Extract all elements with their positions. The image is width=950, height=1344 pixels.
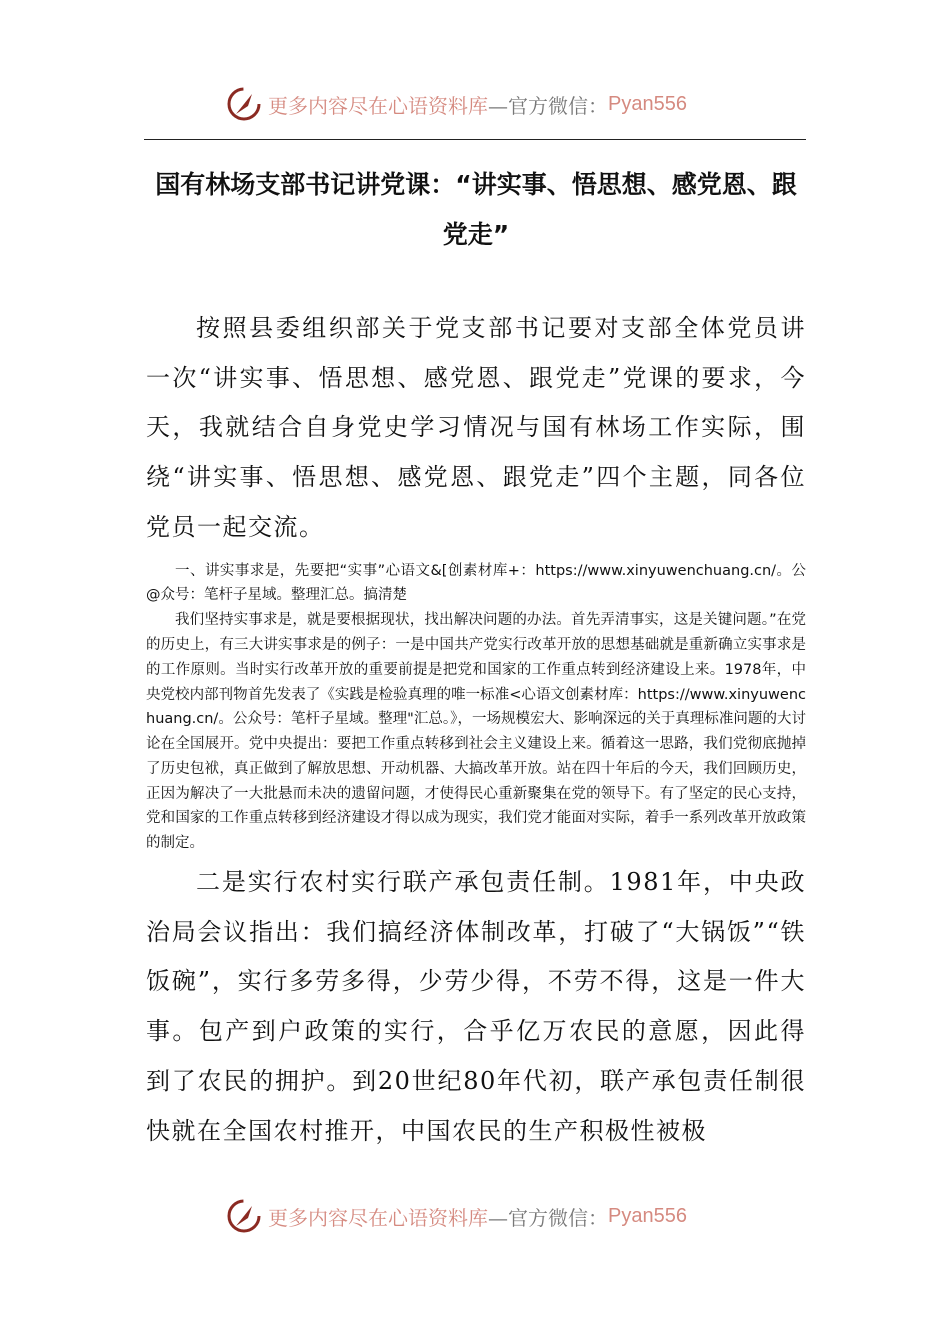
banner-wechat-label: —官方微信：	[488, 1205, 608, 1230]
document-body	[146, 160, 806, 1156]
paragraph-body: 我们坚持实事求是，就是要根据现状，找出解决问题的办法。首先弄清事实，这是关键问题。”在党的历史上，有三大讲实事求是的例子：一是中国共产党实行改革开放的思想基础就是重新确立实事求是的工作原则。当时实行改革开放的重要前提是把党和国家的工作重点转到经济建设上来。1978年，中央党校内部刊物首先发表了《实践是检验真理的唯一标准<心语文创素材库：https://www.xinyuwenchuang.cn/。公众号：笔杆子星域。整理"汇总。》，一场规模宏大、影响深远的关于真理标准问题的大讨论在全国展开。党中央提出：要把工作重点转移到社会主义建设上来。循着这一思路，我们党彻底抛掉了历史包袱，真正做到了解放思想、开动机器、大搞改革开放。站在四十年后的今天，我们回顾历史，正因为解决了一大批悬而未决的遗留问题，才使得民心重新聚集在党的领导下。有了坚定的民心支持，党和国家的工作重点转移到经济建设才得以成为现实，我们党才能面对实际，着手一系列改革开放政策的制定。	[146, 612, 806, 852]
banner-wechat-label: —官方微信：	[488, 93, 608, 118]
banner-wechat-id: Pyan556	[608, 92, 687, 115]
paragraph-intro: 按照县委组织部关于党支部书记要对支部全体党员讲一次“讲实事、悟思想、感党恩、跟党走”党课的要求，今天，我就结合自身党史学习情况与国有林场工作实际，围绕“讲实事、悟思想、感党恩、跟党走”四个主题，同各位党员一起交流。	[146, 314, 806, 541]
header-divider	[144, 139, 806, 140]
banner-text: 更多内容尽在心语资料库	[268, 93, 488, 118]
document-title: 国有林场支部书记讲党课：“讲实事、悟思想、感党恩、跟党走”	[155, 170, 797, 249]
section-heading-1: 一、讲实事求是，先要把“实事”心语文&[创素材库+：https://www.xinyuwenchuang.cn/。公@众号：笔杆子星域。整理汇总。搞清楚	[146, 562, 806, 604]
quill-logo-icon	[226, 86, 262, 122]
banner-wechat-id: Pyan556	[608, 1204, 687, 1227]
banner-text: 更多内容尽在心语资料库	[268, 1205, 488, 1230]
paragraph-body-2: 二是实行农村实行联产承包责任制。1981年，中央政治局会议指出：我们搞经济体制改革，打破了“大锅饭”“铁饭碗”，实行多劳多得，少劳少得，不劳不得，这是一件大事。包产到户政策的实行，合乎亿万农民的意愿，因此得到了农民的拥护。到20世纪80年代初，联产承包责任制很快就在全国农村推开，中国农民的生产积极性被极	[146, 868, 806, 1145]
footer-watermark-banner	[226, 1196, 746, 1236]
quill-logo-icon	[226, 1198, 262, 1234]
header-watermark-banner	[226, 84, 746, 124]
